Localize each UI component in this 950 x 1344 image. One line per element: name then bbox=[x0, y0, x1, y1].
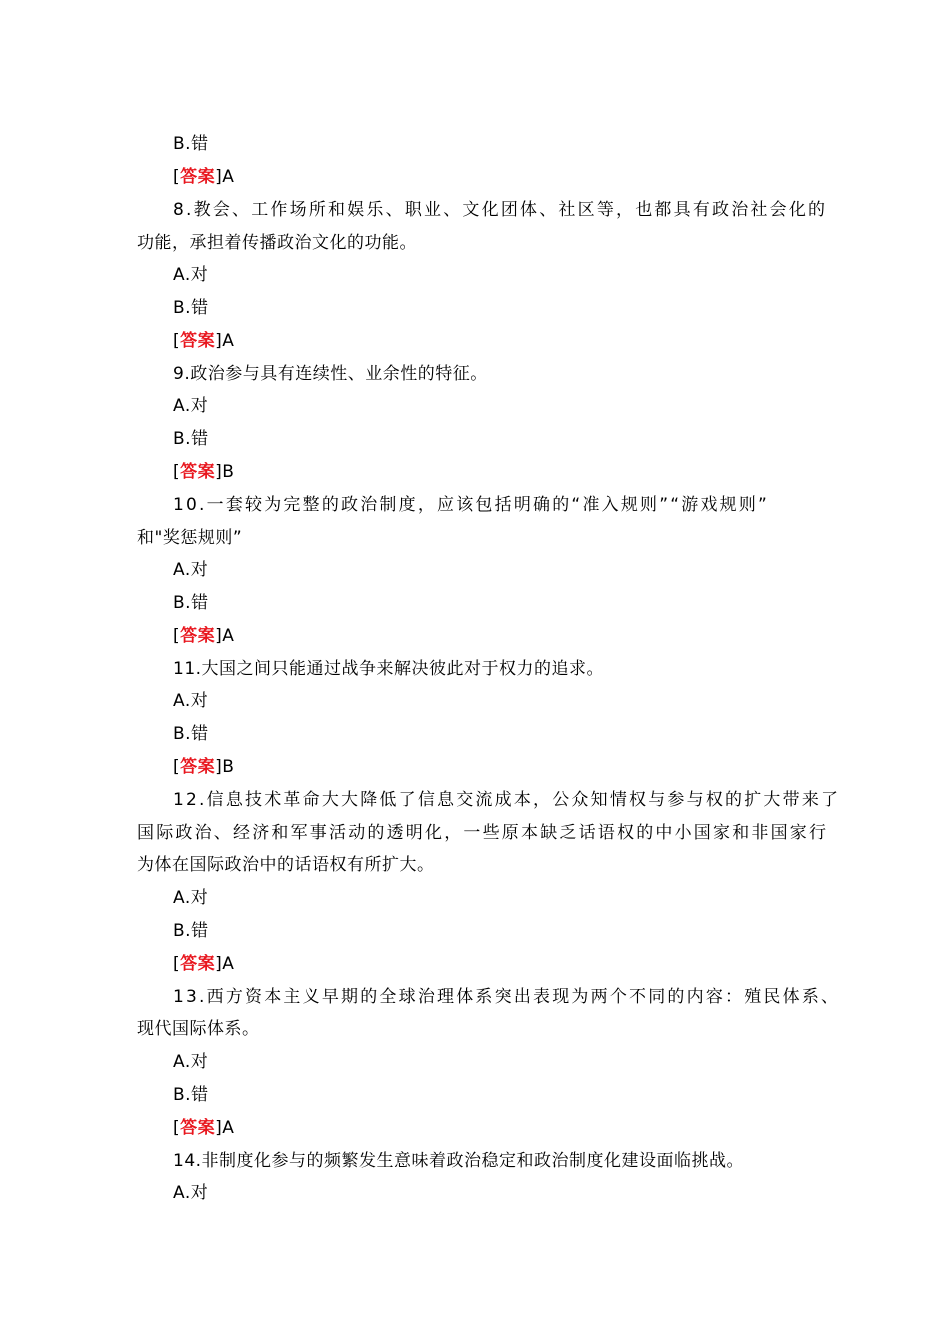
answer-label: 答案 bbox=[180, 1118, 216, 1138]
question-text: 现代国际体系。 bbox=[137, 1019, 260, 1039]
answer-value: A bbox=[222, 954, 235, 974]
question-text: 8.教会、工作场所和娱乐、职业、文化团体、社区等，也都具有政治社会化的 bbox=[173, 200, 828, 220]
answer-value: A bbox=[222, 1118, 235, 1138]
answer-label: 答案 bbox=[180, 626, 216, 646]
answer-line: [答案]A bbox=[173, 331, 235, 351]
answer-label: 答案 bbox=[180, 757, 216, 777]
question-text: 10.一套较为完整的政治制度，应该包括明确的“准入规则”“游戏规则” bbox=[173, 495, 770, 515]
option-a: A.对 bbox=[173, 265, 209, 285]
answer-value: B bbox=[222, 757, 235, 777]
question-text: 功能，承担着传播政治文化的功能。 bbox=[137, 233, 417, 253]
answer-value: A bbox=[222, 626, 235, 646]
answer-value: A bbox=[222, 331, 235, 351]
question-text: 为体在国际政治中的话语权有所扩大。 bbox=[137, 855, 435, 875]
question-text: 9.政治参与具有连续性、业余性的特征。 bbox=[173, 364, 488, 384]
question-text: 13.西方资本主义早期的全球治理体系突出表现为两个不同的内容：殖民体系、 bbox=[173, 987, 841, 1007]
option-a: A.对 bbox=[173, 396, 209, 416]
answer-value: A bbox=[222, 167, 235, 187]
option-b: B.错 bbox=[173, 298, 209, 318]
answer-label: 答案 bbox=[180, 167, 216, 187]
answer-line: [答案]A bbox=[173, 167, 235, 187]
option-b: B.错 bbox=[173, 429, 209, 449]
option-b: B.错 bbox=[173, 724, 209, 744]
answer-label: 答案 bbox=[180, 331, 216, 351]
option-a: A.对 bbox=[173, 560, 209, 580]
option-a: A.对 bbox=[173, 691, 209, 711]
option-b: B.错 bbox=[173, 593, 209, 613]
answer-line: [答案]A bbox=[173, 954, 235, 974]
option-a: A.对 bbox=[173, 1052, 209, 1072]
option-a: A.对 bbox=[173, 888, 209, 908]
option-a: A.对 bbox=[173, 1183, 209, 1203]
question-text: 12.信息技术革命大大降低了信息交流成本，公众知情权与参与权的扩大带来了 bbox=[173, 790, 841, 810]
question-text: 11.大国之间只能通过战争来解决彼此对于权力的追求。 bbox=[173, 659, 605, 679]
answer-label: 答案 bbox=[180, 954, 216, 974]
answer-line: [答案]B bbox=[173, 757, 235, 777]
question-text: 14.非制度化参与的频繁发生意味着政治稳定和政治制度化建设面临挑战。 bbox=[173, 1151, 745, 1171]
option-b: B.错 bbox=[173, 921, 209, 941]
option-b: B.错 bbox=[173, 134, 209, 154]
answer-line: [答案]A bbox=[173, 1118, 235, 1138]
answer-label: 答案 bbox=[180, 462, 216, 482]
answer-line: [答案]A bbox=[173, 626, 235, 646]
question-text: 和"奖惩规则” bbox=[137, 528, 243, 548]
option-b: B.错 bbox=[173, 1085, 209, 1105]
answer-value: B bbox=[222, 462, 235, 482]
answer-line: [答案]B bbox=[173, 462, 235, 482]
question-text: 国际政治、经济和军事活动的透明化，一些原本缺乏话语权的中小国家和非国家行 bbox=[137, 823, 829, 843]
